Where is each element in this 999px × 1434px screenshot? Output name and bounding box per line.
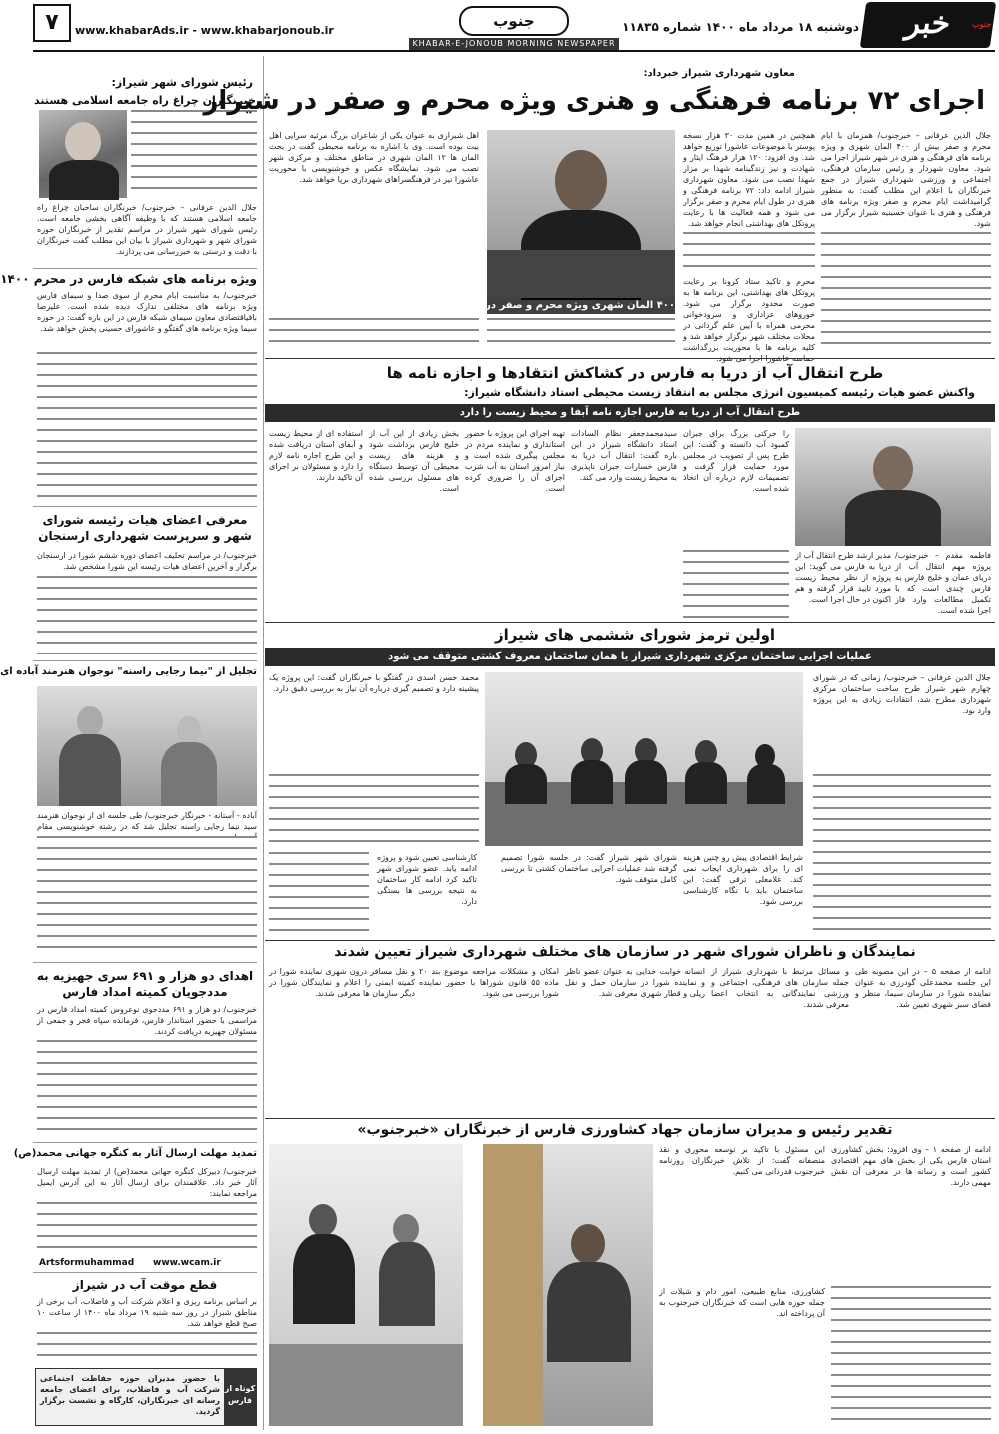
sidebar-text-1a xyxy=(131,110,257,198)
page-number: ۷ xyxy=(33,4,71,42)
sidebar-sep-2 xyxy=(33,506,257,507)
sidebar-text-6: خبرجنوب/ دبیرکل کنگره جهانی محمد(ص) از تمدید مهلت ارسال آثار خبر داد. علاقمندان برای ارسال آثار به این آدرس ایمیل مراجعه نمایند: xyxy=(37,1167,257,1198)
sidebar-title-2: ویژه برنامه های شبکه فارس در محرم ۱۴۰۰ xyxy=(0,272,257,286)
rep-text-d: امکان و مشکلات مراجعه موضوع بند ۲۰ ماده ۵۵ قانون شوراها با حضور نماینده شورا بررسی می شود. xyxy=(419,967,559,998)
council-article-title: اولین ترمز شورای ششمی های شیراز xyxy=(494,626,776,644)
award-article-title: تقدیر رئیس و مدیران سازمان جهاد کشاورزی فارس از خبرنگاران «خبرجنوب» xyxy=(357,1122,893,1138)
sidebar-text-4b xyxy=(37,836,257,956)
award-article xyxy=(265,1120,995,1430)
council-text-a: جلال الدین عرفانی – خبرجنوب/ زمانی که در شورای چهارم شهر شیراز طرح ساخت ساختمان مرکزی شهرداری مطرح شد، انتقادات زیادی به این پروژه وارد بود. xyxy=(813,673,991,715)
council-text-b: شرایط اقتصادی پیش رو چنین هزینه ای را برای شهرداری ایجاب نمی کند. غلامعلی ترقی گفت: این ساختمان باید با نگاه کارشناسی بررسی شود. xyxy=(683,853,803,906)
sep-bottom xyxy=(265,1118,995,1119)
sidebar-title-7: قطع موقت آب در شیراز xyxy=(72,1278,218,1292)
council-text-eb2 xyxy=(269,852,369,934)
sidebar-title-6: تمدید مهلت ارسال آثار به کنگره جهانی محمد(ص) xyxy=(13,1148,257,1159)
council-text-c: شورای شهر شیراز گفت: در جلسه شورا تصمیم گرفته شد عملیات اجرایی ساختمان کشتی تا بررسی کامل متوقف شود. xyxy=(501,853,677,884)
rep-text-e: و نقل مسافر درون شهری نماینده شورا در کمیته ایمنی را اعلام و نمایندگان شورا در دیگر سازمان ها معرفی شدند. xyxy=(269,967,415,998)
award-photo-1 xyxy=(483,1144,653,1426)
water-text-cb xyxy=(683,550,789,620)
council-article-strip: عملیات اجرایی ساختمان مرکزی شهرداری شیراز یا همان ساختمان معروف کشتی متوقف می شود xyxy=(265,648,995,666)
top-article-col3: اهل شیرازی به عنوان یکی از شاعران بزرگ مرثیه سرایی اهل بیت بوده است. وی با اشاره به برنامه محیطی گفت در بحث المان ها ۱۲ المان شهری در مناطق مختلف و مرکزی شهر نصب می شود. نمایشگاه عکس و خوشنویسی با محوریت عاشورا نیز در فرهنگسراهای شهرداری برپا خواهد شد. xyxy=(269,131,479,184)
water-transfer-article xyxy=(265,360,995,622)
sidebar-text-3: خبرجنوب/ در مراسم تحلیف اعضای دوره ششم شورا در ارسنجان برگزار و آخرین اعضای هیات رئیسه این شورا مشخص شد. xyxy=(37,551,257,571)
council-meeting-photo xyxy=(485,672,803,846)
water-text-b: مدیر ارشد طرح انتقال آب از دریا به فارس می گوید: این پروژه از نظر محیط زیست مورد تایید قرار گرفته و هم اکنون در حال اجرا است. xyxy=(795,551,891,604)
sidebar-sep-5 xyxy=(33,1142,257,1143)
sidebar-sep-3 xyxy=(33,660,257,661)
sidebar-text-3b xyxy=(37,576,257,654)
rep-text-c: انسانه خوابت خدایی به عنوان عضو ناظر و نماینده شورا در سازمان حمل و نقل ریلی و قطار شهری معرفی شد. xyxy=(565,967,705,998)
sidebar-sep-1 xyxy=(33,268,257,269)
rep-text-a: ادامه از صفحه ۵ – در این مصوبه طی این جلسه محمدعلی گودرزی به عنوان نماینده شورا در سازمان سیما، منظر و فضای سبز شهری تعیین شد. xyxy=(855,967,992,1009)
sidebar-text-2b xyxy=(37,352,257,502)
official-photo xyxy=(487,130,675,298)
website-urls[interactable]: www.khabarAds.ir - www.khabarjonoub.ir xyxy=(75,24,334,37)
water-text-g: استفاده ای از محیط زیست و آبفای استان دریافت شده و این طرح اجازه نامه لازم را دارد و مسئولان بر اجرای آن تاکید دارند. xyxy=(269,429,363,482)
representatives-article-title: نمایندگان و ناظران شورای شهر در سازمان های مختلف شهرداری شیراز تعیین شدند xyxy=(334,944,916,960)
top-article-col2: همچنین در همین مدت ۳۰ هزار نسخه پوستر با موضوعات عاشورا توزیع خواهد شد. وی افزود: ۱۲۰ هزار فرهنگ ایثار و شهادت و نیز زندگینامه شهدا بر مزار شهدا نصب می شود. معاون شهرداری شیراز ادامه داد: ۷۲ برنامه فرهنگی و هنری در طول ایام محرم و صفر برگزار می شود و همه فعالیت ها با رعایت پروتکل های بهداشتی انجام خواهد شد. xyxy=(683,131,816,228)
sidebar-text-2: خبرجنوب/ به مناسبت ایام محرم از سوی صدا و سیمای فارس ویژه برنامه های مختلفی تدارک دیده شده است. علیرضا باقیاقتصادی معاون سیمای شبکه فارس در این باره گفت: در حوزه سیما ویژه برنامه های گفتگو و عاشورای حسینی پخش خواهد شد. xyxy=(37,291,257,333)
logo-text: خبر xyxy=(903,6,953,41)
sep-top xyxy=(265,358,995,359)
top-article xyxy=(203,56,995,356)
email-link[interactable]: Artsformuhammad xyxy=(39,1258,135,1268)
council-text-eb xyxy=(269,774,479,848)
sidebar-sep-4 xyxy=(33,962,257,963)
logo-sub: جنوب xyxy=(972,19,992,29)
sidebar-title-3: معرفی اعضای هیات رئیسه شورای شهر و سرپرست شهرداری ارسنجان xyxy=(38,513,252,543)
top-article-col1b xyxy=(821,232,991,344)
top-article-title: اجرای ۷۲ برنامه فرهنگی و هنری ویژه محرم و صفر در شیراز xyxy=(203,86,985,116)
sidebar-text-7b xyxy=(37,1332,257,1362)
award-text-ab xyxy=(831,1286,991,1426)
top-article-col4b xyxy=(487,318,675,350)
award-text-a: ادامه از صفحه ۱ – وی افزود: بخش کشاورزی استان فارس یکی از بخش های مهم اقتصادی کشور است و رسانه ها در معرفی آن نقش مهمی دارند. xyxy=(831,1145,992,1187)
top-article-kicker: معاون شهرداری شیراز خبرداد: xyxy=(643,68,795,79)
water-article-subtitle: واکنش عضو هیات رئیسه کمیسیون انرژی مجلس به انتقاد زیست محیطی استاد دانشگاه شیراز: xyxy=(464,386,975,399)
top-article-photo-caption: ۴۰۰ المان شهری ویژه محرم و صفر در شیراز اجرا می شود xyxy=(487,298,675,314)
award-photo-2 xyxy=(269,1144,463,1426)
short-news-box xyxy=(35,1368,257,1426)
sep-mid xyxy=(265,622,995,623)
top-article-col2b xyxy=(683,232,815,272)
water-text-f: بخش زیادی از این آب از خلیج فارس برداشت شود و هزینه های زیست محیطی آن توسط دستگاه های مسئول بررسی شده است. xyxy=(369,429,459,493)
short-news-text: با حضور مدیران حوزه حفاظت اجتماعی شرکت آب و فاضلاب، برای اعضای جامعه رسانه ای خبرنگاران، کارگاه و نشست برگزار گردید. xyxy=(40,1374,220,1416)
masthead-subbar: KHABAR-E-JONOUB MORNING NEWSPAPER xyxy=(409,38,619,50)
professor-photo xyxy=(795,428,991,546)
sidebar-text-1: جلال الدین عرفانی – خبرجنوب/ خبرنگاران ساحبان چراغ راه جامعه اسلامی هستند که با وظیفه آگاهی بخشی جامعه است. رئیس شورای شهر شیراز در مراسم تقدیر از خبرنگاران حوزه شورای شهر و شهرداری شیراز با بیان این مطلب گفت خبرنگاران با دقت و درستی به خبررسانی می پردازند. xyxy=(37,203,257,256)
water-article-strip: طرح انتقال آب از دریا به فارس اجازه نامه آبفا و محیط زیست را دارد xyxy=(265,404,995,422)
sidebar-sep-6 xyxy=(33,1272,257,1273)
sidebar-text-5b xyxy=(37,1040,257,1136)
sidebar-text-6b xyxy=(37,1202,257,1256)
council-head-photo xyxy=(39,110,127,198)
top-article-col4: محرم و تاکید ستاد کرونا بر رعایت پروتکل های بهداشتی، این برنامه ها به صورت محدود برگزار می شود. خوروهای عزاداری و سرودخوانی محرمی همراه با آیین علم گردانی در محلات مختلف شهر برگزار خواهد شد و کلیه برنامه ها با محوریت بزرگداشت xyxy=(683,277,815,352)
rep-text-b: و مسائل مرتبط با شهرداری شیراز از جمله سازمان های فرهنگی، اجتماعی و ورزشی نمایندگانی به انتخاب اعضا معرفی شدند. xyxy=(711,967,849,1009)
sidebar-kicker-1: رئیس شورای شهر شیراز: xyxy=(111,76,253,89)
water-text-c: را حرکتی بزرگ برای جبران کمبود آب دانسته و گفت: این طرح پس از تصویب در مجلس مورد حمایت قرار گرفت و تصمیمات لازم درباره آن اتخاذ شده است. xyxy=(683,429,789,493)
sidebar-title-5: اهدای دو هزار و ۶۹۱ سری جهیزیه به مددجویان کمیته امداد فارس xyxy=(36,969,254,999)
sidebar-title-1: خبرنگاران چراغ راه جامعه اسلامی هستند xyxy=(34,94,256,107)
council-text-d: کارشناسی تعیین شود و پروژه ادامه یابد. عضو شورای شهر تاکید کرد ادامه کار ساختمان به نتیجه بررسی ها بستگی دارد. xyxy=(377,853,477,906)
masthead-rule xyxy=(33,50,995,52)
water-text-a: فاطمه مقدم – خبرجنوب/ پروژه مهم انتقال آب از دریای عمان و خلیج فارس به فارس چندی است که با تکمیل مطالعات وارد فاز اجرا شده است. xyxy=(895,551,991,615)
sidebar-title-4: تجلیل از "نیما رجایی راسنه" نوجوان هنرمند آباده ای xyxy=(0,666,257,677)
council-text-e: محمد حسن اسدی در گفتگو با خبرنگاران گفت: این پروژه یک پیشینه دارد و تصمیم گیری درباره آن نیاز به بررسی دقیق دارد. xyxy=(269,673,479,693)
water-text-d: سیدمحمدجعفر نظام السادات استاد دانشگاه شیراز در این باره گفت: انتقال آب دریا به فارس خسارات جبران ناپذیری به محیط زیست وارد می کند. xyxy=(571,429,677,482)
sidebar-divider xyxy=(263,56,264,1430)
artist-award-photo xyxy=(37,686,257,806)
newspaper-logo xyxy=(860,2,996,48)
sidebar xyxy=(0,56,261,1430)
short-news-label: کوتاه از فارس xyxy=(224,1369,256,1425)
water-text-e: تهیه اجرای این پروژه با حضور استانداری و نماینده مردم در مجلس پیگیری شده است و نیاز امروز استان به آب شرب اجرای آن را ضروری کرده است. xyxy=(465,429,565,493)
sidebar-text-7: بر اساس برنامه ریزی و اعلام شرکت آب و فاضلاب، آب برخی از مناطق شیراز در روز سه شنبه ۱۹ مرداد ماه ۱۴۰۰ از ساعت ۱۰ صبح قطع خواهد شد. xyxy=(37,1297,258,1328)
council-article xyxy=(265,624,995,940)
water-article-title: طرح انتقال آب از دریا به فارس در کشاکش انتقادها و اجازه نامه ها xyxy=(386,364,884,382)
section-tab: جنوب xyxy=(459,6,569,36)
council-representatives-article xyxy=(265,942,995,1118)
masthead xyxy=(29,0,999,50)
sidebar-text-4: آباده - آستانه - خبرنگار خبرجنوب/ طی جلسه ای از نوجوان هنرمند سید نیما رجایی راسنه تجلیل شد که در رشته خوشنویسی مقام xyxy=(37,811,257,831)
award-text-c: کشاورزی، منابع طبیعی، امور دام و شیلات از جمله حوزه هایی است که خبرنگاران خبرجنوب به آن پرداخته اند. xyxy=(659,1287,825,1318)
council-text-ab xyxy=(813,774,991,934)
sep-council xyxy=(265,940,995,941)
top-article-col3b xyxy=(269,318,479,350)
sidebar-text-5: خبرجنوب/ دو هزار و ۶۹۱ مددجوی نوعروس کمیته امداد فارس در مراسمی با حضور استاندار فارس، فرمانده سپاه فجر و جمعی از مسئولان جهیزیه دریافت کردند. xyxy=(37,1005,257,1036)
top-article-col1: جلال الدین عرفانی – خبرجنوب/ همزمان با ایام محرم و صفر بیش از ۴۰۰ المان شهری و ویژه برنامه های فرهنگی و هنری در شهر شیراز اجرا می شود. معاون شهردار و رئیس سازمان فرهنگی، اجتماعی و ورزشی شهرداری شیراز در جمع خبرنگاران با اعلام این مطلب گفت: به منظور گرامیداشت ایام محرم و صفر ویژه برنامه های فرهنگی و هنری با عنوان حسینیه شیراز برگزار می شود. xyxy=(821,131,991,228)
website-link[interactable]: www.wcam.ir xyxy=(153,1258,221,1268)
dateline: دوشنبه ۱۸ مرداد ماه ۱۴۰۰ شماره ۱۱۸۳۵ xyxy=(622,20,859,34)
award-text-b: این مسئول با تاکید بر توسعه محوری و نقد منصفانه گفت: از تلاش خبرنگاران روزنامه خبرجنوب قدردانی می کنیم. xyxy=(659,1145,825,1176)
